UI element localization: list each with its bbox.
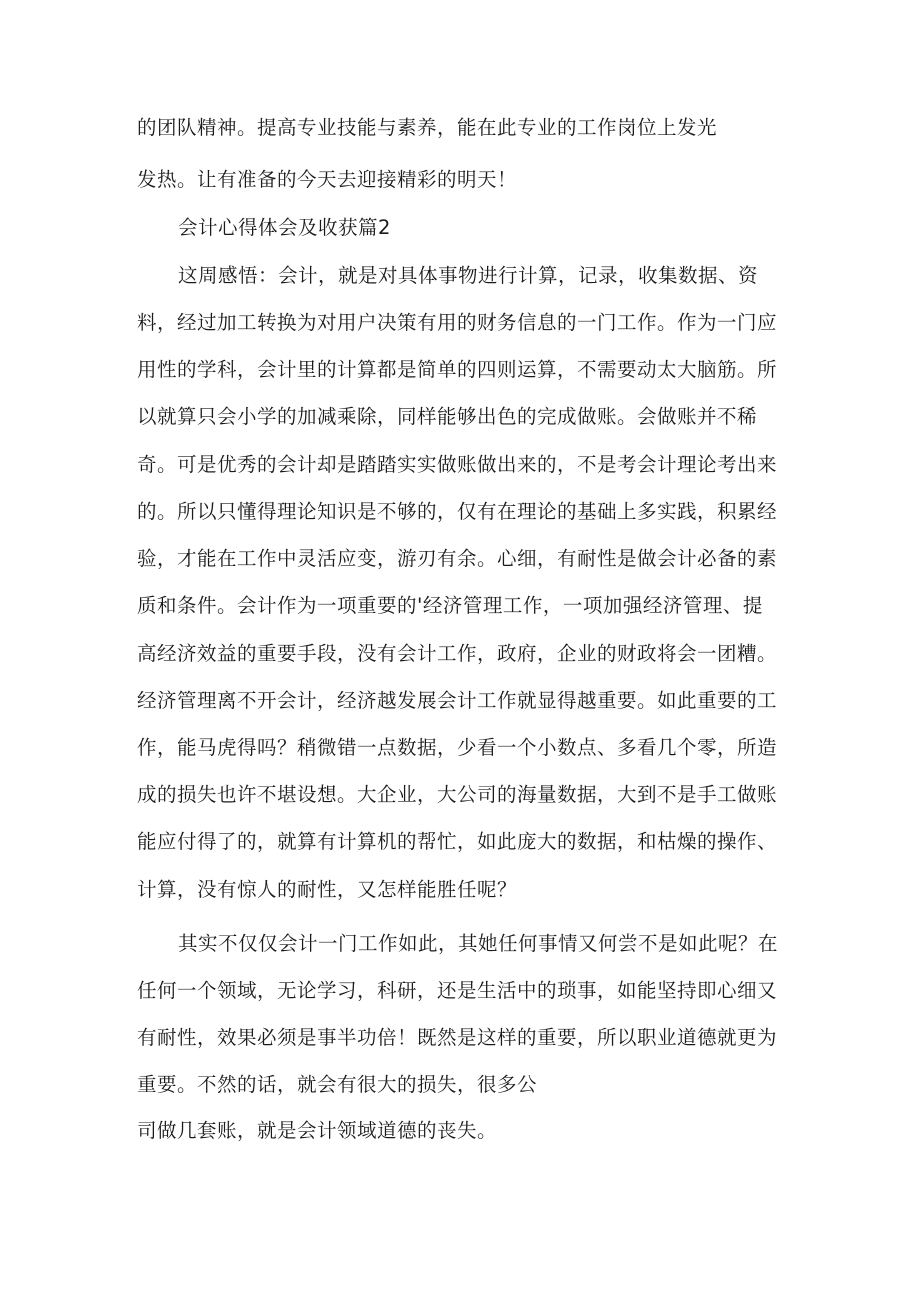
text-line: 任何一个领域，无论学习，科研，还是生活中的琐事，如能坚持即心细又 xyxy=(137,979,778,1002)
text-line: 司做几套账，就是会计领域道德的丧失。 xyxy=(137,1119,498,1142)
text-line: 以就算只会小学的加减乘除，同样能够出色的完成做账。会做账并不稀 xyxy=(137,405,758,428)
text-line: 作，能马虎得吗？稍微错一点数据，少看一个小数点、多看几个零，所造 xyxy=(137,736,778,759)
text-line: 的。所以只懂得理论知识是不够的，仅有在理论的基础上多实践，积累经 xyxy=(137,500,778,523)
text-line: 能应付得了的，就算有计算机的帮忙，如此庞大的数据，和枯燥的操作、 xyxy=(137,830,778,853)
text-line: 发热。让有准备的今天去迎接精彩的明天！ xyxy=(137,168,518,191)
text-line: 有耐性，效果必须是事半功倍！既然是这样的重要，所以职业道德就更为 xyxy=(137,1026,778,1049)
section-title: 会计心得体会及收获篇2 xyxy=(178,216,391,239)
text-line: 重要。不然的话，就会有很大的损失，很多公 xyxy=(137,1073,538,1096)
text-line: 经济管理离不开会计，经济越发展会计工作就显得越重要。如此重要的工 xyxy=(137,689,778,712)
text-line: 验，才能在工作中灵活应变，游刃有余。心细，有耐性是做会计必备的素 xyxy=(137,547,778,570)
text-line: 高经济效益的重要手段，没有会计工作，政府，企业的财政将会一团糟。 xyxy=(137,642,778,665)
text-line: 其实不仅仅会计一门工作如此，其她任何事情又何尝不是如此呢？在 xyxy=(178,932,779,955)
text-line: 料，经过加工转换为对用户决策有用的财务信息的一门工作。作为一门应 xyxy=(137,311,778,334)
text-line: 奇。可是优秀的会计却是踏踏实实做账做出来的，不是考会计理论考出来 xyxy=(137,453,778,476)
text-line: 计算，没有惊人的耐性，又怎样能胜任呢？ xyxy=(137,878,518,901)
text-line: 的团队精神。提高专业技能与素养，能在此专业的工作岗位上发光 xyxy=(137,116,718,139)
text-line: 用性的学科，会计里的计算都是简单的四则运算，不需要动太大脑筋。所 xyxy=(137,358,778,381)
text-line: 成的损失也许不堪设想。大企业，大公司的海量数据，大到不是手工做账 xyxy=(137,783,778,806)
text-line: 这周感悟：会计，就是对具体事物进行计算，记录，收集数据、资 xyxy=(178,264,759,287)
text-line: 质和条件。会计作为一项重要的'经济管理工作，一项加强经济管理、提 xyxy=(137,594,763,617)
